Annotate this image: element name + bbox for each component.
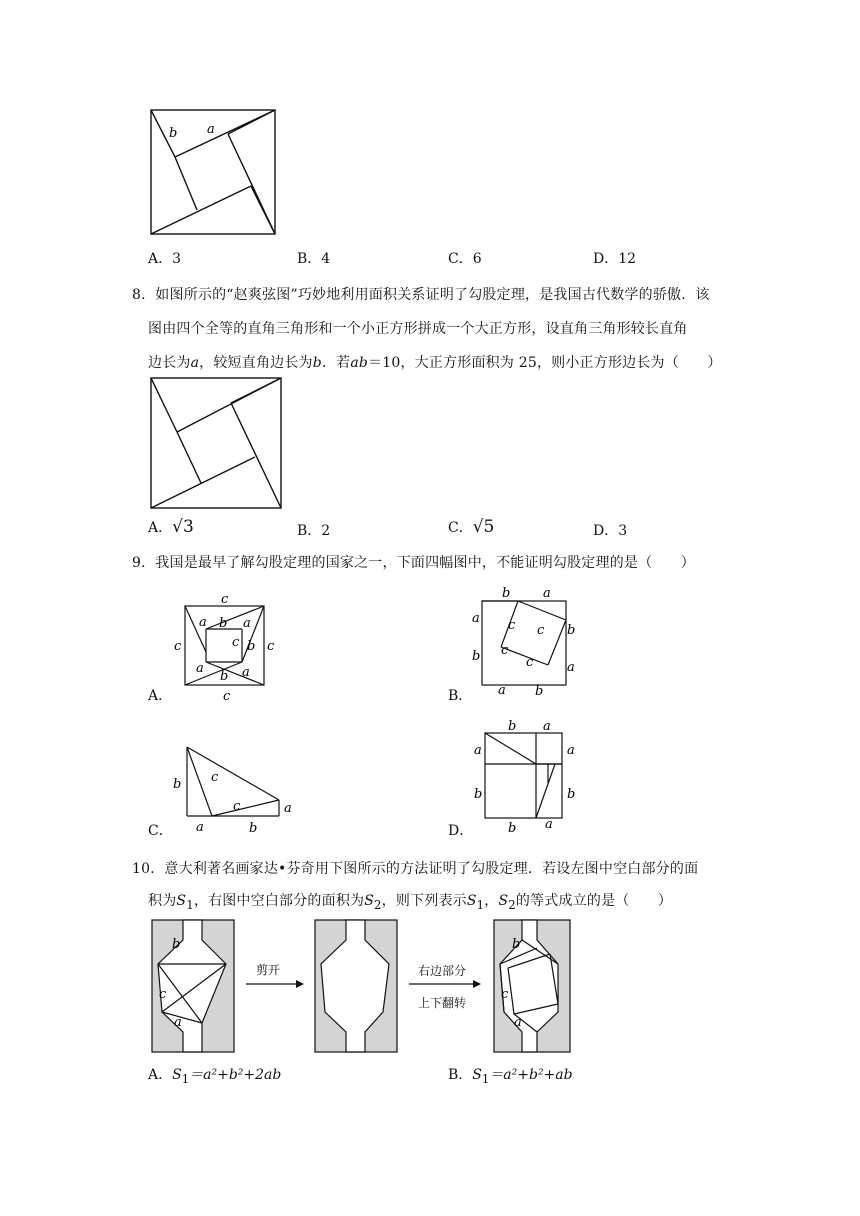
q7-option-b[interactable]: B．4 [297,251,331,267]
svg-text:b: b [567,623,576,638]
q9-option-b[interactable]: B． [448,688,473,704]
q10-option-a[interactable]: A．$S_1=a^2+b^2+2ab$ [148,1067,282,1086]
svg-text:b: b [502,586,511,601]
q8-stem-line3: 边长为a，较短直角边长为b．若ab＝10，大正方形面积为 25，则小正方形边长为（ ） [148,355,722,371]
q9-figure-b [468,584,580,698]
svg-text:c: c [501,987,509,1002]
q8-figure [148,375,284,511]
svg-text:b: b [567,787,576,802]
q8-stem-line2: 图由四个全等的直角三角形和一个小正方形拼成一个大正方形，设直角三角形较长直角 [148,321,688,337]
svg-text:c: c [221,592,229,607]
svg-text:c: c [223,689,231,700]
q7-option-d[interactable]: D．12 [593,251,637,267]
svg-text:a: a [514,1015,522,1030]
q10-figure-left [150,918,236,1054]
svg-text:b: b [474,787,483,802]
svg-text:b: b [472,649,481,664]
q8-option-c[interactable]: C．√5 [448,517,495,537]
q7-option-a[interactable]: A．3 [148,251,182,267]
q9-option-a[interactable]: A． [148,688,173,704]
svg-text:b: b [508,821,517,836]
q9-figure-c [168,740,298,836]
svg-text:a: a [242,665,250,680]
q10-figure-middle [313,918,399,1054]
svg-text:a: a [199,615,207,630]
q8-option-a[interactable]: A．√3 [148,517,194,537]
svg-text:b: b [512,937,521,952]
svg-text:a: a [543,586,551,601]
q10-arrow2-label-top: 右边部分 [418,964,467,978]
q9-stem: 9．我国是最早了解勾股定理的国家之一，下面四幅图中，不能证明勾股定理的是（ ） [132,555,695,571]
q7-label-b: b [169,126,178,141]
svg-text:b: b [249,821,258,836]
q9-option-c[interactable]: C． [148,823,173,839]
svg-text:b: b [247,639,256,654]
q8-stem-line1: 8．如图所示的“赵爽弦图”巧妙地利用面积关系证明了勾股定理，是我国古代数学的骄傲．该 [132,287,710,303]
q7-label-a: a [207,122,215,137]
q10-arrow1-label: 剪开 [256,963,281,977]
svg-text:a: a [174,1015,182,1030]
svg-text:a: a [498,683,506,698]
svg-text:a: a [543,719,551,734]
svg-text:a: a [196,661,204,676]
svg-text:a: a [567,660,575,675]
q7-figure [148,107,278,237]
svg-text:c: c [526,655,534,670]
svg-text:c: c [174,639,182,654]
svg-text:c: c [501,643,509,658]
q10-arrow1-icon [244,978,306,990]
svg-text:a: a [243,616,251,631]
q10-stem-line1: 10．意大利著名画家达•芬奇用下图所示的方法证明了勾股定理．若设左图中空白部分的面 [132,861,699,877]
svg-text:b: b [535,684,544,698]
svg-text:b: b [508,719,517,734]
q9-figure-d [468,716,580,836]
q8-option-b[interactable]: B．2 [297,523,331,539]
q7-option-c[interactable]: C．6 [448,251,482,267]
q10-option-b[interactable]: B．$S_1=a^2+b^2+ab$ [448,1067,573,1086]
svg-text:c: c [537,623,545,638]
svg-text:b: b [172,937,181,952]
svg-text:c: c [211,770,219,785]
svg-text:a: a [567,743,575,758]
svg-text:c: c [232,635,240,650]
q10-figure-right [492,918,572,1054]
svg-text:b: b [219,616,228,631]
q10-arrow2-icon [407,978,483,990]
q8-option-d[interactable]: D．3 [593,523,628,539]
svg-text:a: a [474,743,482,758]
svg-text:c: c [508,618,516,633]
svg-text:a: a [472,611,480,626]
q10-stem-line2: 积为$S_1$，右图中空白部分的面积为$S_2$，则下列表示$S_1$，$S_2$的等式成立的是（ ） [148,893,673,912]
q8-outer-square [151,378,281,508]
q9-option-d[interactable]: D． [448,823,474,839]
svg-text:c: c [159,987,167,1002]
q9-figure-a [168,590,280,700]
svg-text:b: b [220,669,229,684]
svg-text:c: c [233,799,241,814]
q10-arrow2-label-bottom: 上下翻转 [418,996,467,1010]
svg-text:c: c [267,639,275,654]
svg-text:b: b [173,777,182,792]
svg-text:a: a [196,820,204,835]
svg-text:a: a [545,817,553,832]
svg-text:a: a [284,801,292,816]
